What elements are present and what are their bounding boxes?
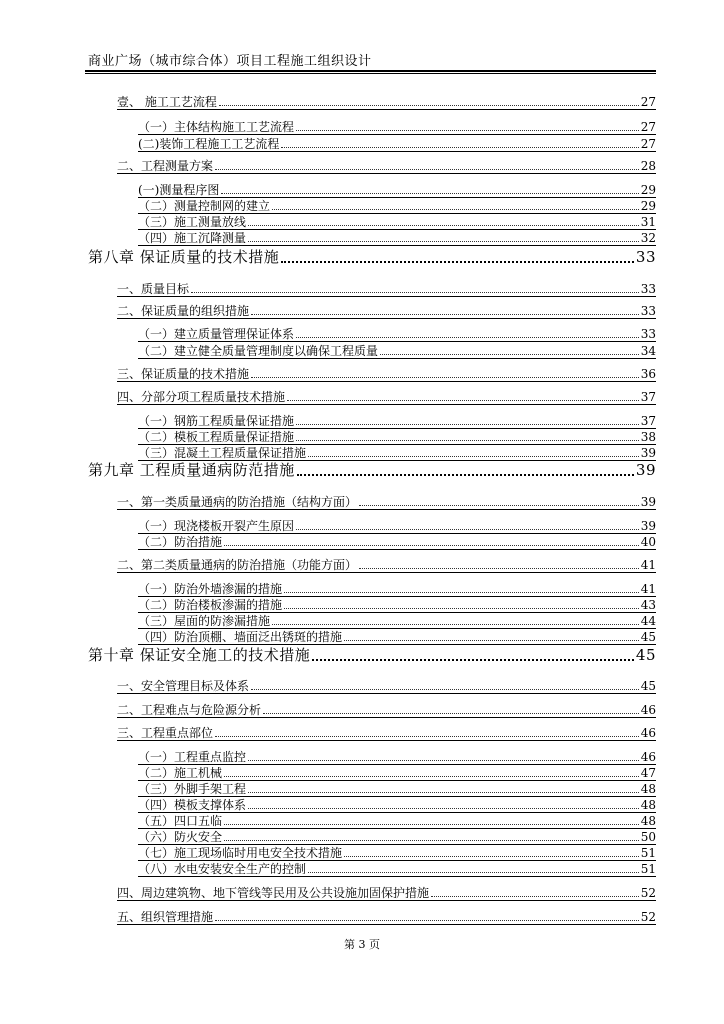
toc-leader-dots: [344, 639, 639, 641]
toc-leader-dots: [287, 399, 639, 401]
toc-leader-dots: [248, 791, 639, 793]
toc-entry-page: 43: [640, 598, 656, 612]
toc-entry-page: 29: [640, 199, 656, 213]
toc-entry-page: 44: [640, 614, 656, 628]
toc-section-entry[interactable]: [117, 910, 656, 925]
toc-entry-title: （四）防治顶棚、墙面泛出锈斑的措施: [138, 630, 343, 644]
toc-entry-title: 第十章 保证安全施工的技术措施: [88, 646, 311, 664]
toc-section-entry[interactable]: [117, 703, 656, 718]
toc-entry-page: 27: [640, 120, 656, 134]
toc-leader-dots: [224, 544, 639, 546]
toc-section-entry[interactable]: [117, 886, 656, 901]
toc-entry-page: 36: [640, 367, 656, 381]
toc-entry-page: 33: [635, 248, 656, 266]
toc-subsection-entry[interactable]: [138, 862, 656, 877]
toc-entry-page: 37: [640, 414, 656, 428]
toc-subsection-entry[interactable]: [138, 846, 656, 861]
toc-entry-title: 一、质量目标: [117, 282, 190, 296]
toc-leader-dots: [359, 504, 639, 506]
toc-leader-dots: [308, 455, 639, 457]
toc-entry-title: （四）模板支撑体系: [138, 798, 247, 812]
toc-leader-dots: [308, 871, 639, 873]
toc-section-entry[interactable]: [117, 495, 656, 510]
toc-entry-title: 四、周边建筑物、地下管线等民用及公共设施加固保护措施: [117, 886, 430, 900]
toc-subsection-entry[interactable]: [138, 535, 656, 550]
toc-entry-page: 46: [640, 750, 656, 764]
toc-leader-dots: [251, 688, 639, 690]
toc-section-entry[interactable]: [117, 367, 656, 382]
toc-leader-dots: [272, 208, 639, 210]
toc-subsection-entry[interactable]: [138, 598, 656, 613]
toc-entry-page: 27: [640, 95, 656, 109]
toc-entry-page: 31: [640, 215, 656, 229]
toc-entry-title: （三）施工测量放线: [138, 215, 247, 229]
toc-leader-dots: [431, 895, 639, 897]
toc-entry-title: （一）防治外墙渗漏的措施: [138, 582, 283, 596]
toc-entry-page: 47: [640, 766, 656, 780]
toc-subsection-entry[interactable]: [138, 582, 656, 597]
toc-chapter-entry[interactable]: [88, 647, 656, 664]
toc-leader-dots: [296, 439, 639, 441]
toc-entry-page: 39: [635, 461, 656, 479]
toc-entry-page: 51: [640, 846, 656, 860]
toc-leader-dots: [380, 353, 639, 355]
toc-leader-dots: [219, 104, 639, 106]
page-number: 第 3 页: [344, 938, 380, 951]
toc-entry-page: 28: [640, 159, 656, 173]
toc-entry-page: 40: [640, 535, 656, 549]
toc-leader-dots: [272, 623, 639, 625]
toc-section-entry[interactable]: [117, 282, 656, 297]
toc-leader-dots: [296, 528, 639, 530]
toc-leader-dots: [221, 192, 638, 194]
toc-leader-dots: [312, 658, 634, 661]
toc-section-entry[interactable]: [117, 95, 656, 110]
toc-entry-title: （一）钢筋工程质量保证措施: [138, 414, 295, 428]
toc-subsection-entry[interactable]: [138, 782, 656, 797]
toc-entry-page: 46: [640, 703, 656, 717]
toc-leader-dots: [263, 712, 639, 714]
toc-subsection-entry[interactable]: [138, 183, 656, 198]
toc-leader-dots: [215, 919, 639, 921]
toc-leader-dots: [284, 591, 639, 593]
toc-leader-dots: [296, 423, 639, 425]
toc-entry-page: 39: [640, 495, 656, 509]
toc-entry-title: （二）施工机械: [138, 766, 223, 780]
toc-entry-title: 三、工程重点部位: [117, 726, 214, 740]
toc-entry-title: （二）模板工程质量保证措施: [138, 430, 295, 444]
toc-entry-page: 29: [640, 183, 656, 197]
toc-entry-page: 33: [640, 327, 656, 341]
toc-entry-page: 33: [640, 304, 656, 318]
toc-entry-page: 27: [640, 137, 656, 151]
toc-entry-page: 45: [640, 630, 656, 644]
toc-entry-title: （二）建立健全质量管理制度以确保工程质量: [138, 344, 379, 358]
toc-entry-title: （三）混凝土工程质量保证措施: [138, 446, 307, 460]
toc-subsection-entry[interactable]: [138, 231, 656, 246]
toc-leader-dots: [224, 823, 639, 825]
toc-entry-page: 37: [640, 390, 656, 404]
toc-entry-page: 50: [640, 830, 656, 844]
toc-leader-dots: [251, 376, 639, 378]
toc-entry-title: （三）屋面的防渗漏措施: [138, 614, 271, 628]
toc-leader-dots: [215, 735, 639, 737]
toc-entry-page: 41: [640, 558, 656, 572]
toc-section-entry[interactable]: [117, 679, 656, 694]
toc-entry-title: 三、保证质量的技术措施: [117, 367, 250, 381]
toc-entry-title: (二)装饰工程施工工艺流程: [138, 137, 280, 151]
toc-subsection-entry[interactable]: [138, 830, 656, 845]
toc-entry-title: （六）防火安全: [138, 830, 223, 844]
toc-section-entry[interactable]: [117, 159, 656, 174]
toc-subsection-entry[interactable]: [138, 344, 656, 359]
toc-leader-dots: [297, 473, 634, 476]
toc-entry-title: 二、保证质量的组织措施: [117, 304, 250, 318]
toc-section-entry[interactable]: [117, 558, 656, 573]
toc-entry-title: (一)测量程序图: [138, 183, 220, 197]
toc-subsection-entry[interactable]: [138, 327, 656, 342]
toc-entry-page: 45: [635, 646, 656, 664]
toc-entry-title: 第八章 保证质量的技术措施: [88, 248, 280, 266]
toc-entry-title: （八）水电安装安全生产的控制: [138, 862, 307, 876]
toc-entry-page: 48: [640, 782, 656, 796]
toc-entry-title: 壹、 施工工艺流程: [117, 95, 217, 109]
toc-entry-page: 38: [640, 430, 656, 444]
toc-entry-title: （二）防治措施: [138, 535, 223, 549]
toc-entry-title: （三）外脚手架工程: [138, 782, 247, 796]
toc-leader-dots: [251, 313, 639, 315]
toc-subsection-entry[interactable]: [138, 630, 656, 645]
toc-entry-title: （一）主体结构施工工艺流程: [138, 120, 295, 134]
toc-leader-dots: [296, 336, 639, 338]
toc-entry-title: 第九章 工程质量通病防范措施: [88, 461, 295, 479]
toc-section-entry[interactable]: [117, 304, 656, 319]
toc-leader-dots: [191, 291, 639, 293]
toc-entry-page: 41: [640, 582, 656, 596]
toc-subsection-entry[interactable]: [138, 814, 656, 829]
toc-chapter-entry[interactable]: [88, 249, 656, 266]
toc-subsection-entry[interactable]: [138, 446, 656, 461]
toc-entry-title: 四、分部分项工程质量技术措施: [117, 390, 286, 404]
toc-leader-dots: [281, 146, 638, 148]
toc-subsection-entry[interactable]: [138, 137, 656, 152]
toc-entry-title: （七）施工现场临时用电安全技术措施: [138, 846, 343, 860]
toc-entry-title: 二、工程难点与危险源分析: [117, 703, 262, 717]
toc-entry-page: 34: [640, 344, 656, 358]
toc-entry-title: （一）现浇楼板开裂产生原因: [138, 519, 295, 533]
toc-section-entry[interactable]: [117, 390, 656, 405]
toc-entry-page: 52: [640, 910, 656, 924]
toc-entry-title: （二）测量控制网的建立: [138, 199, 271, 213]
toc-leader-dots: [248, 224, 639, 226]
toc-leader-dots: [281, 260, 634, 263]
toc-entry-title: （四）施工沉降测量: [138, 231, 247, 245]
toc-entry-title: （二）防治楼板渗漏的措施: [138, 598, 283, 612]
toc-entry-page: 33: [640, 282, 656, 296]
toc-subsection-entry[interactable]: [138, 199, 656, 214]
toc-subsection-entry[interactable]: [138, 766, 656, 781]
toc-subsection-entry[interactable]: [138, 215, 656, 230]
toc-leader-dots: [248, 240, 639, 242]
toc-leader-dots: [284, 607, 639, 609]
toc-entry-page: 39: [640, 446, 656, 460]
toc-entry-page: 45: [640, 679, 656, 693]
toc-entry-title: 一、安全管理目标及体系: [117, 679, 250, 693]
toc-entry-title: 二、第二类质量通病的防治措施（功能方面）: [117, 558, 358, 572]
toc-entry-page: 51: [640, 862, 656, 876]
toc-leader-dots: [215, 168, 639, 170]
toc-subsection-entry[interactable]: [138, 519, 656, 534]
toc-leader-dots: [224, 775, 639, 777]
toc-entry-title: （一）工程重点监控: [138, 750, 247, 764]
toc-section-entry[interactable]: [117, 726, 656, 741]
toc-subsection-entry[interactable]: [138, 798, 656, 813]
page-header-title: 商业广场（城市综合体）项目工程施工组织设计: [88, 54, 372, 69]
toc-subsection-entry[interactable]: [138, 430, 656, 445]
toc-leader-dots: [359, 567, 639, 569]
toc-entry-page: 32: [640, 231, 656, 245]
toc-leader-dots: [248, 807, 639, 809]
toc-entry-page: 48: [640, 814, 656, 828]
toc-entry-page: 52: [640, 886, 656, 900]
toc-entry-page: 46: [640, 726, 656, 740]
toc-subsection-entry[interactable]: [138, 614, 656, 629]
toc-leader-dots: [296, 129, 639, 131]
toc-subsection-entry[interactable]: [138, 414, 656, 429]
toc-entry-title: 五、组织管理措施: [117, 910, 214, 924]
toc-entry-title: （五）四口五临: [138, 814, 223, 828]
toc-leader-dots: [224, 839, 639, 841]
toc-subsection-entry[interactable]: [138, 120, 656, 135]
toc-leader-dots: [344, 855, 639, 857]
toc-entry-page: 39: [640, 519, 656, 533]
toc-leader-dots: [248, 759, 639, 761]
toc-entry-title: （一）建立质量管理保证体系: [138, 327, 295, 341]
toc-entry-title: 一、第一类质量通病的防治措施（结构方面）: [117, 495, 358, 509]
toc-entry-page: 48: [640, 798, 656, 812]
toc-subsection-entry[interactable]: [138, 750, 656, 765]
toc-entry-title: 二、工程测量方案: [117, 159, 214, 173]
toc-chapter-entry[interactable]: [88, 462, 656, 479]
